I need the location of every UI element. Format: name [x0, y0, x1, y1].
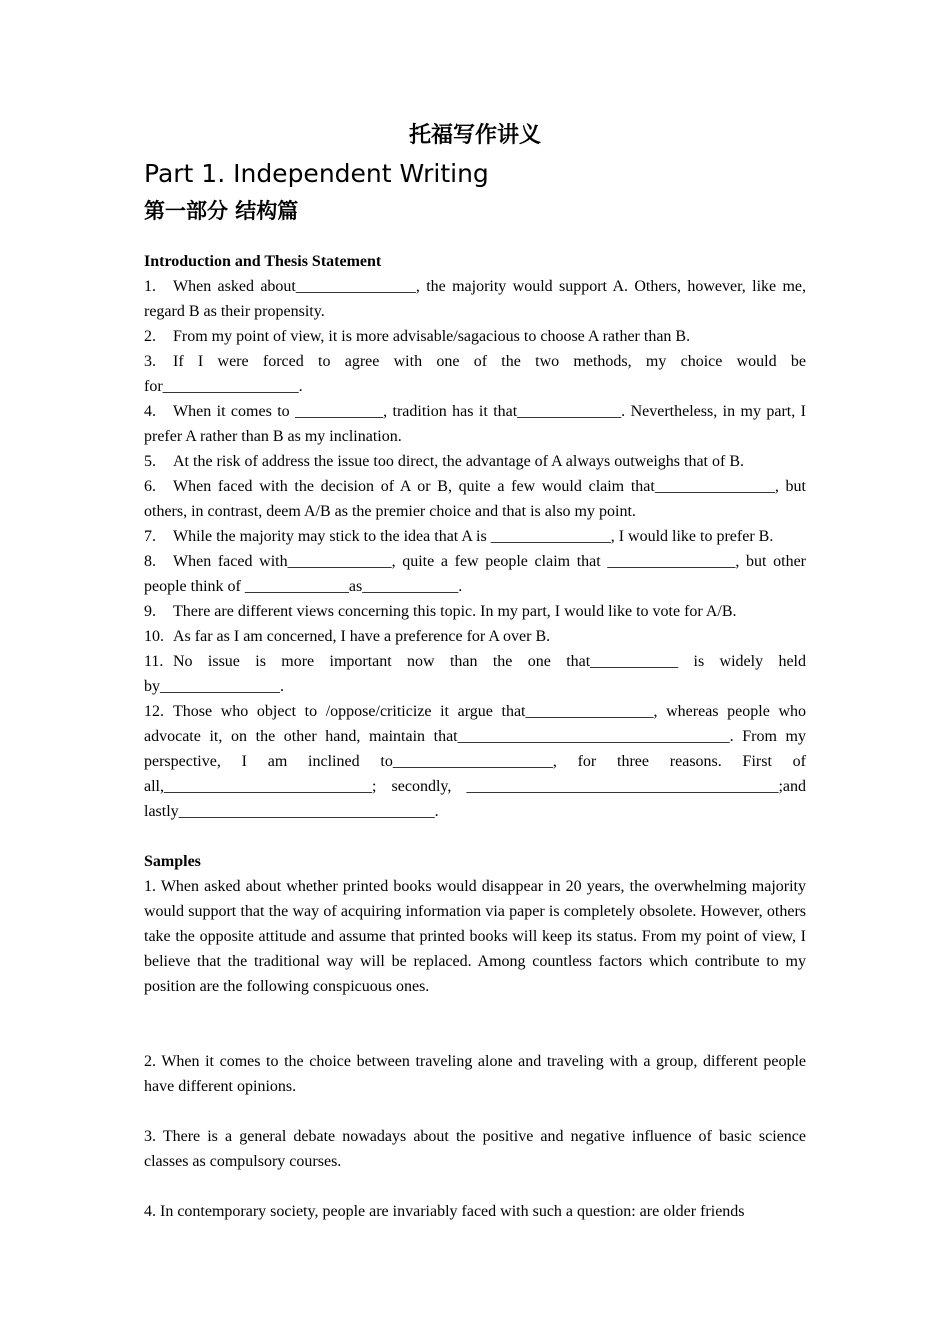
item-text: When it comes to ___________, tradition has it that_____________. Nevertheless, in my part, I prefer A rather than B as my inclination. — [144, 403, 806, 445]
item-number: 12. — [144, 703, 164, 720]
item-text: At the risk of address the issue too direct, the advantage of A always outweighs that of B. — [173, 453, 744, 470]
item-text: As far as I am concerned, I have a preference for A over B. — [173, 628, 551, 645]
item-number: 11. — [144, 653, 164, 670]
item-text: Those who object to /oppose/criticize it argue that________________, whereas people who advocate it, on the other hand, maintain that__________________________________. From my perspective, I am inclined to____________________, for three reasons. First of all,__________________________; secondly, _______________________________________;and lastly________________________________. — [144, 703, 806, 820]
sample-item-2 — [144, 1049, 806, 1099]
sample-item-3 — [144, 1124, 806, 1174]
intro-item-7 — [144, 524, 806, 549]
item-number: 5. — [144, 453, 156, 470]
sample-item-1 — [144, 874, 806, 999]
item-text: From my point of view, it is more advisable/sagacious to choose A rather than B. — [173, 328, 691, 345]
item-text: While the majority may stick to the idea that A is _______________, I would like to prefer B. — [173, 528, 774, 545]
item-text: When it comes to the choice between traveling alone and traveling with a group, different people have different opinions. — [144, 1053, 807, 1095]
item-text: When asked about whether printed books would disappear in 20 years, the overwhelming majority would support that the way of acquiring information via paper is completely obsolete. However, others take the opposite attitude and assume that printed books will keep its status. From my point of view, I believe that the traditional way will be replaced. Among countless factors which contribute to my position are the following conspicuous ones. — [144, 878, 806, 995]
item-number: 8. — [144, 553, 156, 570]
item-number: 2. — [144, 1053, 156, 1070]
spacer — [144, 1174, 806, 1199]
intro-item-6 — [144, 474, 806, 524]
item-text: When faced with_____________, quite a few people claim that ________________, but other people think of _____________as____________. — [144, 553, 806, 595]
intro-item-10 — [144, 624, 806, 649]
item-number: 4. — [144, 403, 156, 420]
spacer — [144, 1099, 806, 1124]
intro-item-1 — [144, 274, 806, 324]
intro-item-9 — [144, 599, 806, 624]
item-text: When faced with the decision of A or B, quite a few would claim that_______________, but others, in contrast, deem A/B as the premier choice and that is also my point. — [144, 478, 806, 520]
item-number: 4. — [144, 1203, 156, 1220]
item-text: There are different views concerning this topic. In my part, I would like to vote for A/B. — [173, 603, 737, 620]
item-text: There is a general debate nowadays about the positive and negative influence of basic science classes as compulsory courses. — [144, 1128, 807, 1170]
intro-item-8 — [144, 549, 806, 599]
item-text: When asked about_______________, the majority would support A. Others, however, like me, regard B as their propensity. — [144, 278, 806, 320]
intro-item-2 — [144, 324, 806, 349]
item-number: 3. — [144, 1128, 156, 1145]
samples-heading: Samples — [144, 853, 201, 870]
spacer — [144, 999, 806, 1049]
item-number: 1. — [144, 878, 156, 895]
intro-item-5 — [144, 449, 806, 474]
item-number: 10. — [144, 628, 164, 645]
item-text: In contemporary society, people are invariably faced with such a question: are older friends — [160, 1203, 745, 1220]
document-title: 托福写作讲义 — [408, 123, 541, 148]
intro-item-11 — [144, 649, 806, 699]
item-text: No issue is more important now than the one that___________ is widely held by_______________. — [144, 653, 806, 695]
intro-item-12 — [144, 699, 806, 824]
item-number: 9. — [144, 603, 156, 620]
item-number: 2. — [144, 328, 156, 345]
item-text: If I were forced to agree with one of the two methods, my choice would be for_________________. — [144, 353, 806, 395]
item-number: 3. — [144, 353, 156, 370]
item-number: 1. — [144, 278, 156, 295]
section-heading: 第一部分 结构篇 — [144, 199, 299, 223]
item-number: 7. — [144, 528, 156, 545]
spacer — [144, 824, 806, 849]
intro-item-4 — [144, 399, 806, 449]
part-heading: Part 1. Independent Writing — [144, 159, 489, 188]
intro-heading: Introduction and Thesis Statement — [144, 253, 382, 270]
document-body — [144, 249, 806, 1224]
sample-item-4 — [144, 1199, 806, 1224]
intro-item-3 — [144, 349, 806, 399]
item-number: 6. — [144, 478, 156, 495]
